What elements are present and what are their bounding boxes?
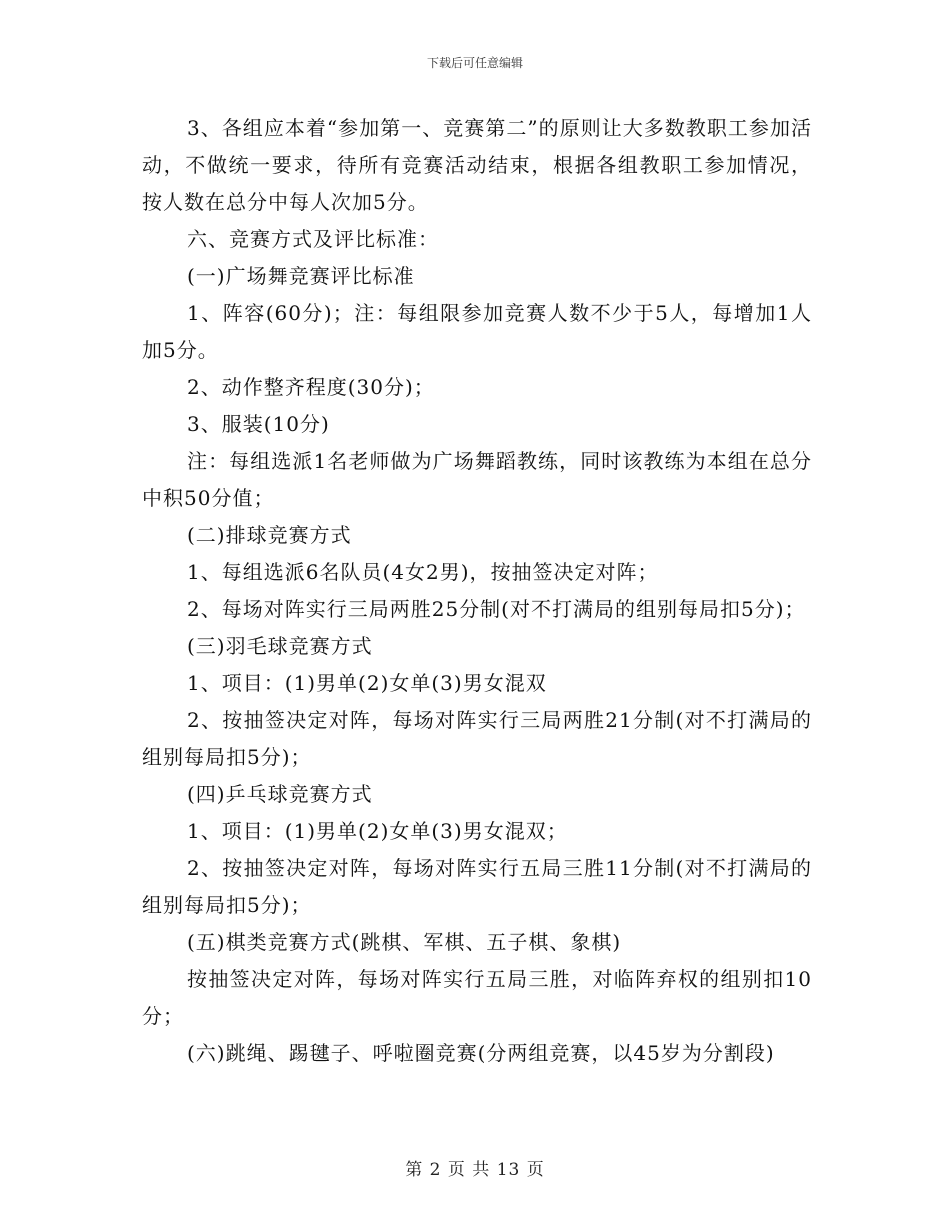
paragraph: 2、按抽签决定对阵，每场对阵实行五局三胜11分制(对不打满局的组别每局扣5分)； <box>142 856 812 917</box>
paragraph: 按抽签决定对阵，每场对阵实行五局三胜，对临阵弃权的组别扣10分； <box>142 967 812 1028</box>
page-footer: 第 2 页 共 13 页 <box>405 1160 545 1180</box>
subsection-heading: (五)棋类竞赛方式(跳棋、军棋、五子棋、象棋) <box>187 930 622 954</box>
paragraph: 1、每组选派6名队员(4女2男)，按抽签决定对阵； <box>187 560 659 584</box>
paragraph: 1、项目：(1)男单(2)女单(3)男女混双 <box>187 671 547 695</box>
paragraph: 2、动作整齐程度(30分)； <box>187 375 435 399</box>
document-body <box>142 110 812 1072</box>
subsection-heading: (四)乒乓球竞赛方式 <box>187 782 373 806</box>
paragraph: 2、每场对阵实行三局两胜25分制(对不打满局的组别每局扣5分)； <box>187 597 806 621</box>
subsection-heading: (二)排球竞赛方式 <box>187 523 352 547</box>
subsection-heading: (六)跳绳、踢毽子、呼啦圈竞赛(分两组竞赛，以45岁为分割段) <box>187 1041 775 1065</box>
paragraph: 3、各组应本着“参加第一、竞赛第二”的原则让大多数教职工参加活动，不做统一要求，待所有竞赛活动结束，根据各组教职工参加情况，按人数在总分中每人次加5分。 <box>142 116 812 214</box>
paragraph: 1、项目：(1)男单(2)女单(3)男女混双； <box>187 819 568 843</box>
paragraph: 注：每组选派1名老师做为广场舞蹈教练，同时该教练为本组在总分中积50分值； <box>142 449 812 510</box>
subsection-heading: (一)广场舞竞赛评比标准 <box>187 264 415 288</box>
paragraph: 3、服装(10分) <box>187 412 330 436</box>
paragraph: 2、按抽签决定对阵，每场对阵实行三局两胜21分制(对不打满局的组别每局扣5分)； <box>142 708 812 769</box>
paragraph: 1、阵容(60分)；注：每组限参加竞赛人数不少于5人，每增加1人加5分。 <box>142 301 812 362</box>
section-heading: 六、竞赛方式及评比标准： <box>187 227 439 251</box>
subsection-heading: (三)羽毛球竞赛方式 <box>187 634 373 658</box>
page-header: 下载后可任意编辑 <box>426 56 523 70</box>
